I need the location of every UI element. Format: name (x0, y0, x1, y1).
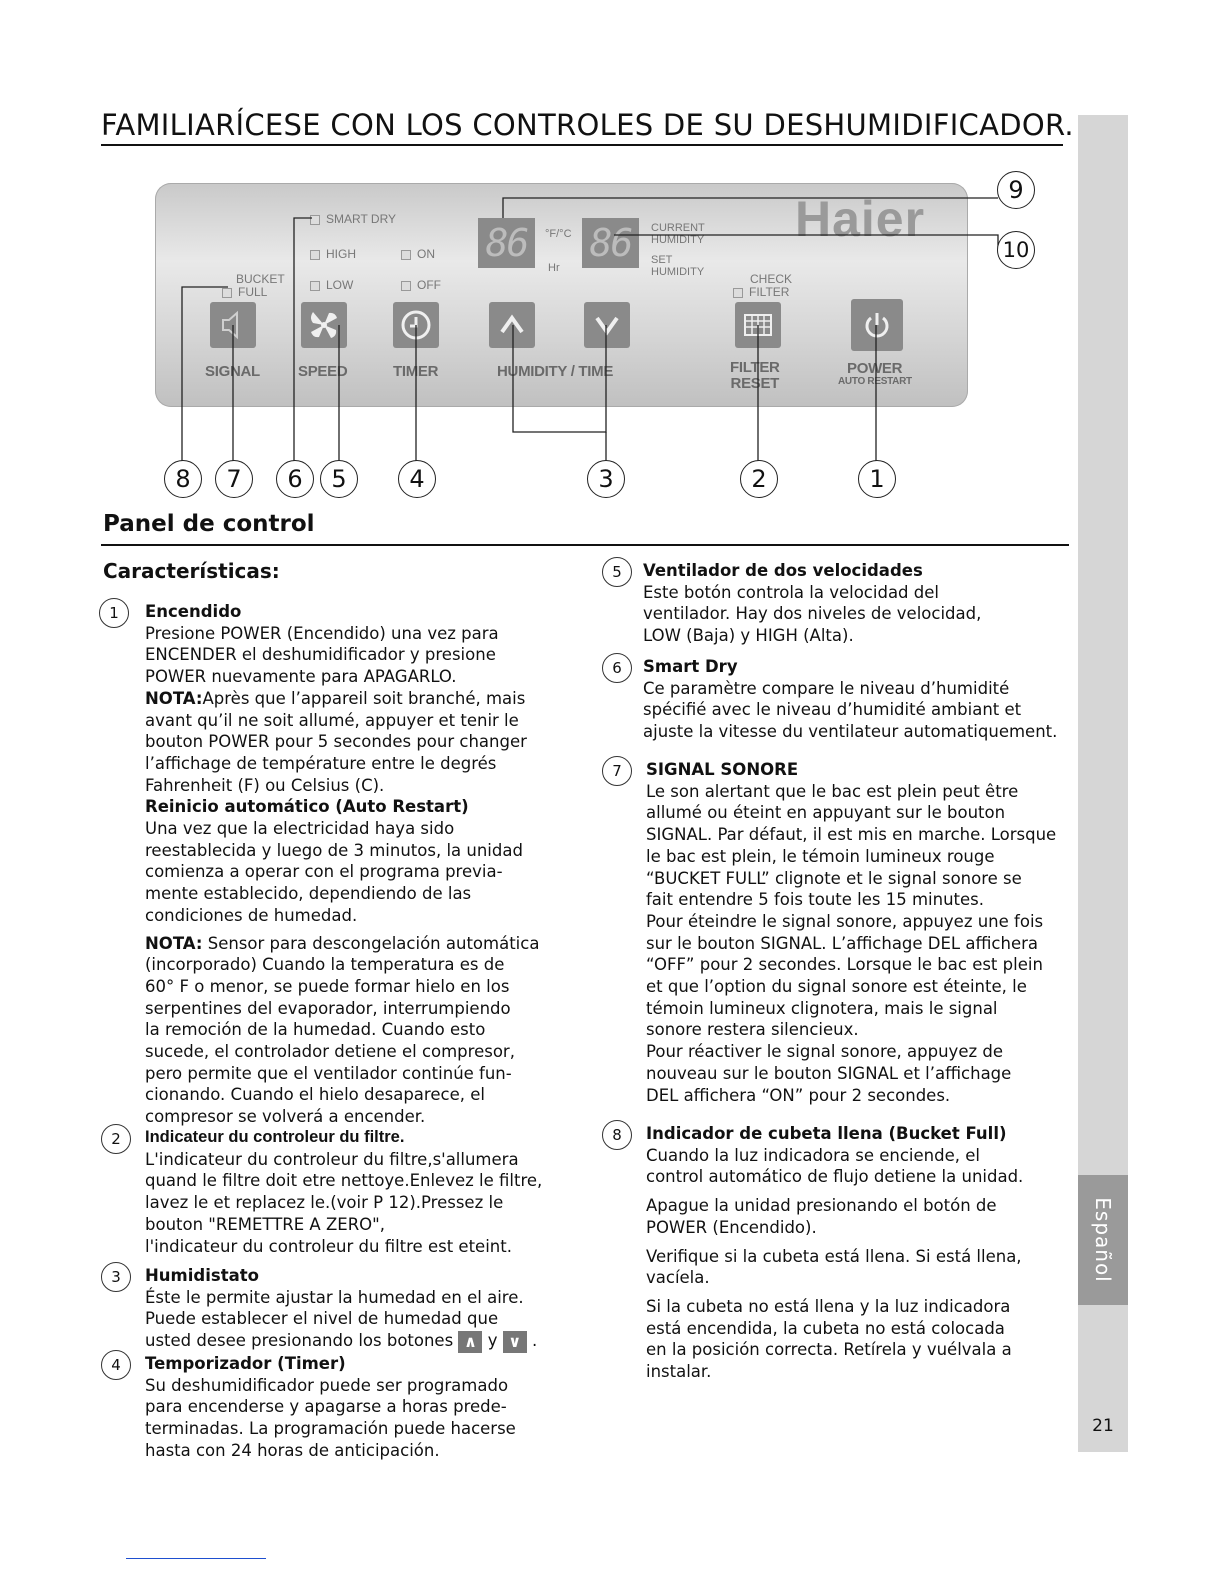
set-humidity-2: HUMIDITY (651, 266, 705, 278)
f7-line: Pour éteindre le signal sonore, appuyez une fois (646, 911, 1044, 931)
section-divider (101, 544, 1069, 546)
f1-nota2-line: pero permite que el ventilador continúe fun- (145, 1063, 512, 1083)
language-tab-label: Español (1091, 1197, 1115, 1283)
features-title: Características: (103, 559, 280, 583)
nota2-label: NOTA: (145, 933, 203, 953)
f7-line: sur le bouton SIGNAL. L’affichage DEL affichera (646, 933, 1039, 953)
page-title: FAMILIARÍCESE CON LOS CONTROLES DE SU DESHUMIDIFICADOR. (101, 108, 1063, 146)
page-number: 21 (1092, 1416, 1114, 1436)
f3-period: . (531, 1331, 538, 1351)
indicator-smart-dry-label: SMART DRY (326, 212, 397, 226)
feature-4-number: 4 (101, 1350, 131, 1380)
f8-line: está encendida, la cubeta no está colocada (646, 1318, 1005, 1338)
f1-nota2-line: (incorporado) Cuando la temperatura es de (145, 955, 505, 975)
feature-8 (646, 1123, 1071, 1383)
auto-restart-label: AUTO RESTART (838, 376, 912, 387)
indicator-off-label: OFF (417, 278, 441, 292)
f7-line: le bac est plein, le témoin lumineux rouge (646, 846, 995, 866)
f1-nota-line: avant qu’il ne soit allumé, appuyer et tenir le (145, 710, 519, 730)
feature-6-number: 6 (602, 653, 632, 683)
f1-nota-line: l’affichage de température entre le degrés (145, 753, 497, 773)
f1-sub-line: reestablecida y luego de 3 minutos, la unidad (145, 840, 523, 860)
feature-2-number: 2 (101, 1124, 131, 1154)
feature-6-title: Smart Dry (643, 657, 738, 676)
f4-line: para encenderse y apagarse a horas prede- (145, 1397, 507, 1417)
feature-6 (643, 656, 1078, 743)
f8-line: en la posición correcta. Retírela y vuélvala a (646, 1340, 1012, 1360)
f8-line: Apague la unidad presionando el botón de (646, 1196, 997, 1216)
f1-nota2-line: compresor se volverá a encender. (145, 1107, 426, 1127)
f8-line: instalar. (646, 1362, 712, 1382)
nota-label: NOTA: (145, 688, 203, 708)
f7-line: “OFF” pour 2 secondes. Lorsque le bac est plein (646, 955, 1043, 975)
callout-2: 2 (740, 460, 778, 498)
f7-line: et que l’option du signal sonore est éteinte, le (646, 977, 1027, 997)
f6-line: ajuste la vitesse du ventilateur automatiquement. (643, 722, 1058, 742)
check-filter-label-1: CHECK (750, 272, 793, 286)
feature-4 (145, 1353, 565, 1462)
callout-7: 7 (215, 460, 253, 498)
f8-line: Cuando la luz indicadora se enciende, el (646, 1145, 980, 1165)
feature-1-number: 1 (99, 598, 129, 628)
speed-label: SPEED (298, 363, 348, 380)
f7-line: témoin lumineux clignotera, mais le signal (646, 998, 998, 1018)
f2-line: lavez le et replacez le.(voir P 12).Pressez le (145, 1193, 504, 1213)
feature-4-title: Temporizador (Timer) (145, 1354, 346, 1373)
callout-5: 5 (320, 460, 358, 498)
feature-1-title: Encendido (145, 602, 242, 621)
f1-nota2-line: Sensor para descongelación automática (202, 933, 540, 953)
indicator-on-label: ON (417, 247, 435, 261)
feature-2-title: Indicateur du controleur du filtre. (145, 1128, 405, 1146)
section-title: Panel de control (103, 511, 315, 537)
f8-line: Verifique si la cubeta está llena. Si está llena, (646, 1246, 1022, 1266)
f2-line: l'indicateur du controleur du filtre est eteint. (145, 1236, 512, 1256)
callout-10: 10 (997, 231, 1035, 269)
feature-8-number: 8 (602, 1120, 632, 1150)
callout-3: 3 (587, 460, 625, 498)
down-button-icon: ∨ (503, 1331, 527, 1353)
filter-reset-label-1: FILTER (730, 359, 780, 376)
f7-line: sonore restera silencieux. (646, 1020, 859, 1040)
f7-line: allumé ou éteint en appuyant sur le bouton (646, 803, 1006, 823)
f1-line: Presione POWER (Encendido) una vez para (145, 623, 499, 643)
feature-7-title: SIGNAL SONORE (646, 760, 799, 779)
callout-4: 4 (398, 460, 436, 498)
feature-5-number: 5 (602, 557, 632, 587)
f3-last-line (145, 1330, 565, 1353)
current-humidity-2: HUMIDITY (651, 234, 705, 246)
f1-sub-line: condiciones de humedad. (145, 905, 358, 925)
f2-line: quand le filtre doit etre nettoye.Enlevez le filtre, (145, 1171, 543, 1191)
feature-3 (145, 1265, 565, 1353)
feature-5 (643, 560, 1078, 647)
unit-fc: °F/°C (545, 228, 572, 240)
feature-7 (646, 759, 1076, 1106)
f3-line: Éste le permite ajustar la humedad en el aire. (145, 1287, 524, 1307)
f6-line: Ce paramètre compare le niveau d’humidité (643, 678, 1010, 698)
timer-label: TIMER (393, 363, 439, 380)
feature-8-title: Indicador de cubeta llena (Bucket Full) (646, 1124, 1007, 1143)
indicator-low-label: LOW (326, 278, 354, 292)
feature-3-title: Humidistato (145, 1266, 259, 1285)
f5-line: LOW (Baja) y HIGH (Alta). (643, 626, 854, 646)
f1-nota-line: Après que l’appareil soit branché, mais (202, 688, 526, 708)
callout-lines (0, 0, 1224, 520)
f1-sub-line: Una vez que la electricidad haya sido (145, 819, 455, 839)
callout-8: 8 (164, 460, 202, 498)
up-button-icon: ∧ (458, 1331, 482, 1353)
f8-line: vacíela. (646, 1268, 710, 1288)
current-humidity-1: CURRENT (651, 222, 705, 234)
f1-line: ENCENDER el deshumidificador y presione (145, 645, 496, 665)
f1-nota2 (145, 933, 565, 955)
unit-hr: Hr (548, 262, 560, 274)
f5-line: Este botón controla la velocidad del (643, 582, 939, 602)
f1-nota-line: Fahrenheit (F) ou Celsius (C). (145, 775, 385, 795)
bucket-label-2: FULL (238, 285, 268, 299)
brand-logo: Haier (795, 191, 926, 247)
f1-sub-line: mente establecido, dependiendo de las (145, 884, 472, 904)
display-right: 86 (582, 218, 639, 268)
f1-nota (145, 688, 565, 710)
f7-line: SIGNAL. Par défaut, il est mis en marche. Lorsque (646, 825, 1057, 845)
f8-line: POWER (Encendido). (646, 1217, 817, 1237)
callout-1: 1 (858, 460, 896, 498)
feature-2 (145, 1127, 565, 1257)
power-label: POWER (847, 360, 903, 377)
f4-line: terminadas. La programación puede hacerse (145, 1419, 516, 1439)
auto-restart-title: Reinicio automático (Auto Restart) (145, 797, 469, 817)
f1-sub-line: comienza a operar con el programa previa- (145, 862, 503, 882)
f7-line: Le son alertant que le bac est plein peut être (646, 781, 1019, 801)
f2-line: L'indicateur du controleur du filtre,s'allumera (145, 1149, 519, 1169)
feature-1 (145, 601, 565, 1128)
f7-line: Pour réactiver le signal sonore, appuyez de (646, 1042, 1003, 1062)
f8-line: control automático de flujo detiene la unidad. (646, 1167, 1024, 1187)
f1-nota2-line: cionando. Cuando el hielo desaparece, el (145, 1085, 485, 1105)
feature-7-number: 7 (602, 756, 632, 786)
f1-nota2-line: la remoción de la humedad. Cuando esto (145, 1020, 486, 1040)
set-humidity-1: SET (651, 254, 673, 266)
f8-line: Si la cubeta no está llena y la luz indicadora (646, 1296, 1011, 1316)
f7-line: “BUCKET FULL” clignote et le signal sonore se (646, 868, 1022, 888)
display-left: 86 (478, 218, 535, 268)
f1-line: POWER nuevamente para APAGARLO. (145, 667, 457, 687)
f2-line: bouton "REMETTRE A ZERO", (145, 1214, 385, 1234)
callout-9: 9 (997, 171, 1035, 209)
f5-line: ventilador. Hay dos niveles de velocidad, (643, 604, 982, 624)
f4-line: hasta con 24 horas de anticipación. (145, 1440, 440, 1460)
f3-line: Puede establecer el nivel de humedad que (145, 1309, 499, 1329)
f1-nota2-line: 60° F o menor, se puede formar hielo en los (145, 976, 510, 996)
filter-reset-label-2: RESET (730, 375, 780, 392)
callout-6: 6 (276, 460, 314, 498)
language-tab (1078, 1175, 1128, 1305)
f4-line: Su deshumidificador puede ser programado (145, 1375, 509, 1395)
f3-last-text: usted desee presionando los botones (145, 1331, 454, 1351)
humidity-time-label: HUMIDITY / TIME (497, 363, 614, 380)
f7-line: nouveau sur le bouton SIGNAL et l’affichage (646, 1063, 1012, 1083)
signal-label: SIGNAL (205, 363, 260, 380)
f3-y: y (487, 1331, 498, 1351)
feature-3-number: 3 (101, 1262, 131, 1292)
f6-line: spécifié avec le niveau d’humidité ambiant et (643, 700, 1022, 720)
f1-nota2-line: serpentines del evaporador, interrumpiendo (145, 998, 511, 1018)
f1-nota-line: bouton POWER pour 5 secondes pour changer (145, 732, 527, 752)
indicator-high-label: HIGH (326, 247, 356, 261)
check-filter-label-2: FILTER (749, 285, 790, 299)
f1-nota2-line: sucede, el controlador detiene el compresor, (145, 1042, 515, 1062)
f7-line: DEL affichera “ON” pour 2 secondes. (646, 1085, 951, 1105)
bucket-label-1: BUCKET (236, 272, 285, 286)
f7-line: fait entendre 5 fois toute les 15 minutes. (646, 890, 985, 910)
footer-rule (126, 1558, 266, 1559)
feature-5-title: Ventilador de dos velocidades (643, 561, 923, 580)
